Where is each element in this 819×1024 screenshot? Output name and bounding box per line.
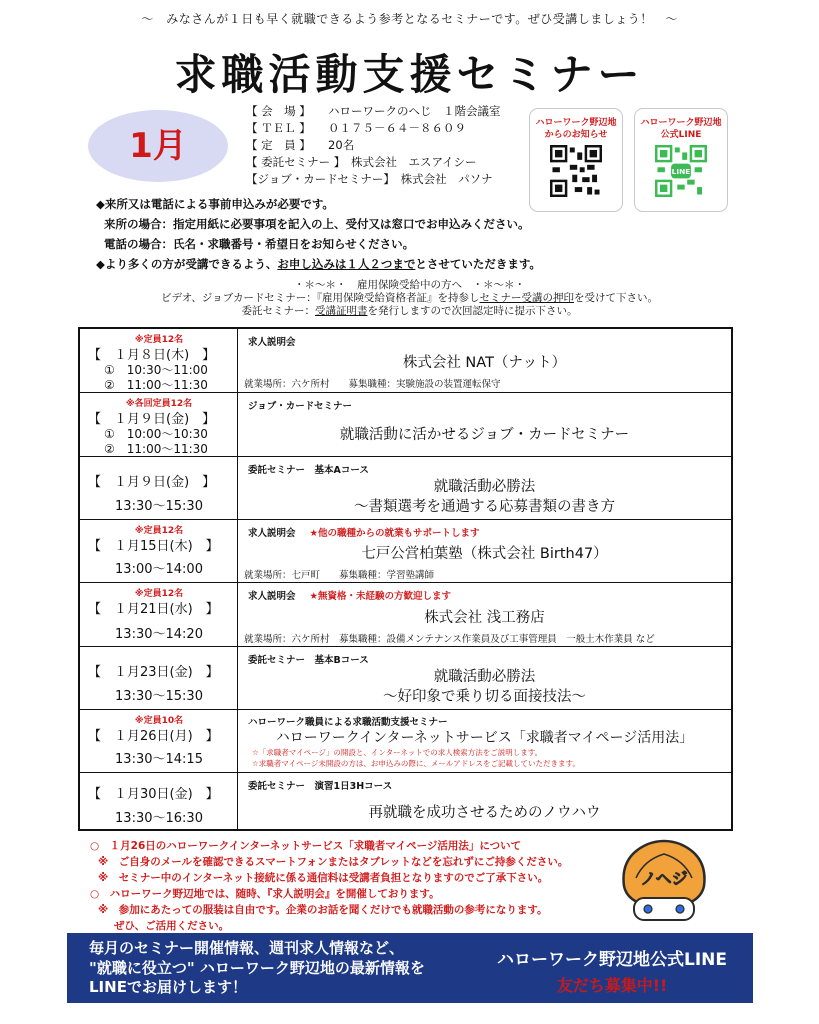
banner-message: 毎月のセミナー開催情報、週刊求人情報など、 "就職に役立つ" ハローワーク野辺地の最新情報を LINEでお届けします！ xyxy=(89,939,425,996)
seminar-cell xyxy=(238,710,731,772)
info-jobcard: 【ジョブ・カードセミナー】 株式会社 パソナ xyxy=(246,172,493,186)
seminar-title: 就職活動に活かせるジョブ・カードセミナー xyxy=(339,427,630,443)
footnote: ○ ハローワーク野辺地では、随時、『求人説明会』を開催しております。 xyxy=(90,888,440,900)
date-label: 【 １月26日(月) 】 xyxy=(88,729,219,744)
venue-info xyxy=(246,103,536,188)
date-cell xyxy=(80,457,238,519)
footnote: ぜひ、ご活用ください。 xyxy=(114,920,230,932)
time-slot: ② 11:00～11:30 xyxy=(104,378,208,392)
line-badge-text: LINE xyxy=(671,167,691,177)
info-commissioned: 【 委託セミナー 】 株式会社 エスアイシー xyxy=(246,155,477,169)
time-range: 13:30～15:30 xyxy=(115,499,203,514)
scallop-mascot-icon xyxy=(614,836,714,928)
seminar-detail: 就業場所：六ケ所村 募集職種：実験施設の装置運転保守 xyxy=(244,379,501,390)
capacity-note: ※定員12名 xyxy=(134,526,184,536)
seminar-cell xyxy=(238,457,731,519)
info-venue: 【 会 場 】 ハローワークのへじ １階会議室 xyxy=(246,104,501,118)
insurance-note xyxy=(40,279,779,318)
seminar-category: 委託セミナー 基本Aコース xyxy=(248,465,369,476)
seminar-cell xyxy=(238,647,731,709)
seminar-subtitle: ～書類選考を通過する応募書類の書き方 xyxy=(354,499,615,515)
banner-subtitle: 友だち募集中!! xyxy=(556,976,668,995)
insurance-line-1: ビデオ、ジョブカードセミナー：『雇用保険受給資格者証』を持参しセミナー受講の押印を受けて下さい。 xyxy=(161,292,658,304)
seminar-title: 株式会社 NAT（ナット） xyxy=(402,355,567,371)
banner-title: ハローワーク野辺地公式LINE xyxy=(497,950,727,970)
schedule-row xyxy=(80,646,731,709)
notice-line-4: ◆より多くの方が受講できるよう、お申し込みは１人２つまでとさせていただきます。 xyxy=(96,257,541,271)
schedule-table xyxy=(78,327,733,831)
time-range: 13:30～14:15 xyxy=(115,752,203,767)
footnote: ※ 参加にあたっての服装は自由です。企業のお話を聞くだけでも就職活動の参考になります。 xyxy=(98,904,548,916)
info-capacity: 【 定 員 】 20名 xyxy=(246,138,355,152)
seminar-detail: 就業場所：七戸町 募集職種：学習塾講師 xyxy=(244,570,435,581)
seminar-title: 株式会社 浅工務店 xyxy=(424,610,545,626)
footnote: ※ セミナー中のインターネット接続に係る通信料は受講者負担となりますのでご了承下さい。 xyxy=(98,872,549,884)
notice-line-1: ◆来所又は電話による事前申込みが必要です。 xyxy=(96,197,334,211)
mascot-text: ノヘジ xyxy=(640,869,688,888)
time-range: 13:30～14:20 xyxy=(115,627,203,642)
seminar-note: ☆求職者マイページ未開設の方は、お申込みの際に、メールアドレスをご記載していただきます。 xyxy=(252,759,580,768)
notice-line-3: 電話の場合：氏名・求職番号・希望日をお知らせください。 xyxy=(104,237,415,251)
month-badge: 1月 xyxy=(88,110,228,182)
date-cell xyxy=(80,329,238,392)
seminar-category: ジョブ・カードセミナー xyxy=(248,401,353,412)
insurance-header: ・＊～＊・ 雇用保険受給中の方へ ・＊～＊・ xyxy=(294,279,525,291)
capacity-note: ※定員12名 xyxy=(134,335,184,345)
schedule-row xyxy=(80,329,731,392)
seminar-note: ☆「求職者マイページ」の開設と、インターネットでの求人検索方法をご説明します。 xyxy=(252,748,543,757)
schedule-row xyxy=(80,772,731,829)
date-label: 【 １月９日(金) 】 xyxy=(88,412,216,427)
date-label: 【 １月９日(金) 】 xyxy=(88,475,216,490)
seminar-category: ハローワーク職員による求職活動支援セミナー xyxy=(248,717,448,728)
capacity-note: ※各回定員12名 xyxy=(125,399,193,409)
seminar-subtitle: ～好印象で乗り切る面接技法～ xyxy=(383,689,586,705)
date-cell xyxy=(80,647,238,709)
insurance-line-2: 委託セミナー：受講証明書を発行しますので次回認定時に提示下さい。 xyxy=(241,305,578,317)
seminar-title: 再就職を成功させるためのノウハウ xyxy=(368,805,601,821)
seminar-category: 委託セミナー 演習1日3Hコース xyxy=(248,781,393,792)
time-range: 13:30～16:30 xyxy=(115,811,203,826)
date-label: 【 １月23日(金) 】 xyxy=(88,665,219,680)
seminar-title: 就職活動必勝法 xyxy=(433,669,536,685)
line-promo-banner[interactable] xyxy=(67,933,753,1003)
qr-code-icon xyxy=(550,145,602,197)
qr-label-news: ハローワーク野辺地 からのお知らせ xyxy=(535,118,617,140)
seminar-category: 求人説明会 ★無資格・未経験の方歓迎します xyxy=(248,591,452,602)
application-notice xyxy=(96,194,796,274)
seminar-category: 求人説明会 ★他の職種からの就業もサポートします xyxy=(248,528,480,539)
date-cell xyxy=(80,773,238,829)
date-label: 【 １月21日(水) 】 xyxy=(88,602,219,617)
seminar-cell xyxy=(238,583,731,646)
schedule-row xyxy=(80,456,731,519)
seminar-highlight: ★他の職種からの就業もサポートします xyxy=(309,528,480,539)
capacity-note: ※定員10名 xyxy=(134,716,184,726)
schedule-row xyxy=(80,392,731,456)
seminar-highlight: ★無資格・未経験の方歓迎します xyxy=(309,591,452,602)
date-cell xyxy=(80,583,238,646)
schedule-row xyxy=(80,582,731,646)
seminar-cell xyxy=(238,773,731,829)
footnote: ○ １月26日のハローワークインターネットサービス「求職者マイページ活用法」について xyxy=(90,840,522,852)
date-cell xyxy=(80,393,238,456)
schedule-row xyxy=(80,519,731,582)
seminar-cell xyxy=(238,520,731,582)
info-tel: 【 ＴＥＬ 】 ０１７５－６４－８６０９ xyxy=(246,121,467,135)
time-slot: ① 10:30～11:00 xyxy=(104,363,208,377)
seminar-cell xyxy=(238,393,731,456)
seminar-title: 七戸公営柏葉塾（株式会社 Birth47） xyxy=(361,546,608,562)
time-range: 13:30～15:30 xyxy=(115,689,203,704)
seminar-detail: 就業場所：六ケ所村 募集職種：設備メンテナンス作業員及び工事管理員 一般土木作業員 など xyxy=(244,634,655,645)
date-label: 【 １月８日(木) 】 xyxy=(88,348,216,363)
footnote: ※ ご自身のメールを確認できるスマートフォンまたはタブレットなどを忘れずにご持参ください。 xyxy=(98,856,569,868)
qr-label-line: ハローワーク野辺地 公式LINE xyxy=(640,118,722,140)
date-cell xyxy=(80,520,238,582)
seminar-category: 委託セミナー 基本Bコース xyxy=(248,655,369,666)
time-range: 13:00～14:00 xyxy=(115,562,203,577)
seminar-cell xyxy=(238,329,731,392)
date-label: 【 １月30日(金) 】 xyxy=(88,787,219,802)
schedule-row xyxy=(80,709,731,772)
tagline: ～ みなさんが１日も早く就職できるよう参考となるセミナーです。ぜひ受講しましょう！ ～ xyxy=(141,12,678,26)
seminar-category: 求人説明会 xyxy=(248,337,296,348)
page-title: 求職活動支援セミナー xyxy=(174,50,645,99)
time-slot: ② 11:00～11:30 xyxy=(104,442,208,456)
seminar-title: 就職活動必勝法 xyxy=(433,479,536,495)
capacity-note: ※定員12名 xyxy=(134,589,184,599)
seminar-title: ハローワークインターネットサービス「求職者マイページ活用法」 xyxy=(275,730,694,746)
footnotes xyxy=(90,838,610,934)
line-qr-code-icon xyxy=(655,145,707,197)
date-label: 【 １月15日(木) 】 xyxy=(88,539,219,554)
date-cell xyxy=(80,710,238,772)
time-slot: ① 10:00～10:30 xyxy=(104,427,208,441)
notice-line-2: 来所の場合：指定用紙に必要事項を記入の上、受付又は窓口でお申込みください。 xyxy=(104,217,530,231)
